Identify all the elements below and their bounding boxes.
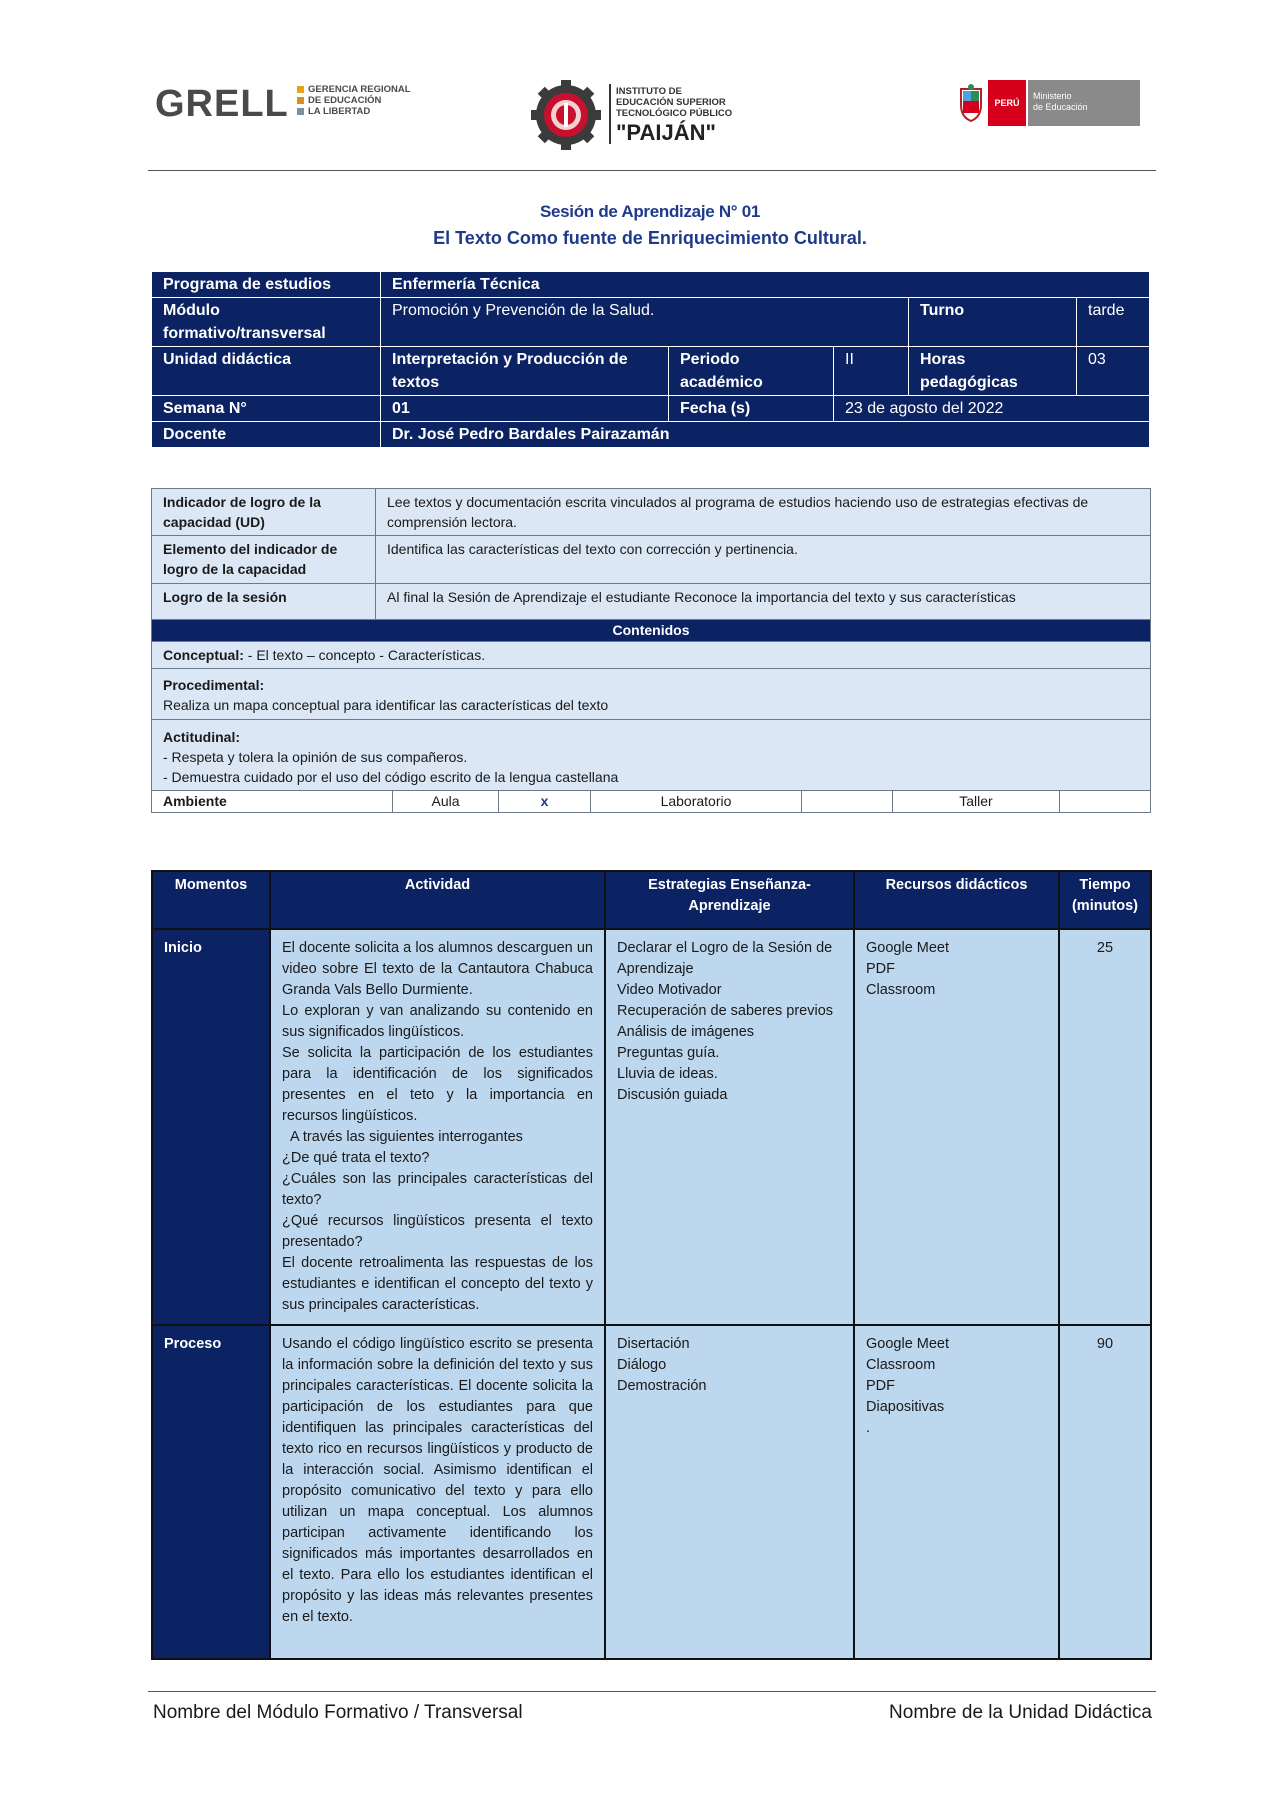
institute-logo bbox=[526, 80, 758, 150]
conceptual-row bbox=[152, 642, 1151, 669]
elemento-label: Elemento del indicador de logro de la capacidad bbox=[152, 536, 376, 584]
proceso-actividad: Usando el código lingüístico escrito se presenta la información sobre la definición del texto y sus principales características. El docente solicita la participación de los estudiantes para que identifiquen las principales características del texto rico en recursos lingüísticos y producto de la interacción social. Asimismo identifican el propósito comunicativo del texto y para ello utilizan un mapa conceptual. Los alumnos participan activamente identificando los significados más importantes desarrollados en el texto. Para ello los estudiantes identifican el propósito y las ideas más relevantes presentes en el texto. bbox=[270, 1325, 605, 1659]
inicio-actividad-line: ¿Cuáles son las principales características del texto? bbox=[282, 1171, 593, 1208]
inicio-actividad-line: El docente solicita a los alumnos descarguen un video sobre El texto de la Cantautora Chabuca Granda Vals Bello Durmiente. bbox=[282, 940, 593, 998]
grell-line-2: DE EDUCACIÓN bbox=[297, 95, 411, 106]
proceso-label: Proceso bbox=[152, 1325, 270, 1659]
actitudinal-item-1: - Respeta y tolera la opinión de sus compañeros. bbox=[163, 749, 468, 765]
fecha-label: Fecha (s) bbox=[669, 396, 834, 422]
ambiente-laboratorio-mark bbox=[802, 791, 893, 813]
inicio-actividad-line: A través las siguientes interrogantes bbox=[290, 1129, 523, 1145]
inicio-estrategia: Preguntas guía. bbox=[617, 1045, 720, 1061]
inicio-estrategia: Declarar el Logro de la Sesión de Aprendizaje bbox=[617, 940, 833, 977]
modulo-value: Promoción y Prevención de la Salud. bbox=[381, 298, 909, 347]
proceso-recurso: Diapositivas bbox=[866, 1399, 945, 1415]
ambiente-taller: Taller bbox=[893, 791, 1060, 813]
grell-subtitle bbox=[297, 84, 411, 117]
inicio-actividad-line: Se solicita la participación de los estudiantes para la identificación de los significados presentes en el teto y la importancia en recursos lingüísticos. bbox=[282, 1045, 593, 1124]
inicio-estrategia: Análisis de imágenes bbox=[617, 1024, 755, 1040]
session-title: Sesión de Aprendizaje N° 01 bbox=[539, 202, 761, 221]
header-divider bbox=[148, 170, 1156, 171]
institute-divider bbox=[609, 84, 611, 144]
inicio-recurso: PDF bbox=[866, 961, 895, 977]
proceso-recurso: PDF bbox=[866, 1378, 895, 1394]
periodo-value: II bbox=[834, 347, 909, 396]
procedimental-label: Procedimental: bbox=[163, 677, 265, 693]
procedimental-row bbox=[152, 669, 1151, 720]
institute-gear-icon bbox=[528, 80, 604, 150]
info-row-programa bbox=[152, 272, 1150, 298]
inicio-recurso: Classroom bbox=[866, 982, 936, 998]
proceso-recurso: Classroom bbox=[866, 1357, 936, 1373]
semana-value: 01 bbox=[381, 396, 669, 422]
footer-divider bbox=[148, 1691, 1156, 1692]
actitudinal-row bbox=[152, 720, 1151, 791]
indicador-value: Lee textos y documentación escrita vinculados al programa de estudios haciendo uso de estrategias efectivas de comprensión lectora. bbox=[376, 489, 1151, 536]
header-momentos: Momentos bbox=[152, 871, 270, 929]
proceso-estrategia: Demostración bbox=[617, 1378, 707, 1394]
turno-value: tarde bbox=[1077, 298, 1150, 347]
inicio-estrategia: Lluvia de ideas. bbox=[617, 1066, 718, 1082]
elemento-row bbox=[152, 536, 1151, 584]
inicio-label: Inicio bbox=[152, 929, 270, 1325]
ministry-name bbox=[1028, 80, 1140, 126]
ambiente-laboratorio: Laboratorio bbox=[591, 791, 802, 813]
institute-line-2: EDUCACIÓN SUPERIOR bbox=[616, 97, 726, 108]
ministry-line-1: Ministerio bbox=[1033, 91, 1072, 101]
ambiente-aula-mark: x bbox=[499, 791, 591, 813]
ministry-line-2: de Educación bbox=[1033, 102, 1088, 112]
proceso-tiempo: 90 bbox=[1059, 1325, 1151, 1659]
session-subtitle: El Texto Como fuente de Enriquecimiento Cultural. bbox=[433, 228, 867, 248]
info-row-docente bbox=[152, 422, 1150, 448]
inicio-recurso: Google Meet bbox=[866, 940, 950, 956]
footer-modulo: Nombre del Módulo Formativo / Transversal bbox=[153, 1702, 523, 1723]
info-row-modulo bbox=[152, 298, 1150, 347]
peru-badge: PERÚ bbox=[988, 80, 1026, 126]
inicio-row bbox=[152, 929, 1151, 1325]
programa-value: Enfermería Técnica bbox=[381, 272, 1150, 298]
momentos-table bbox=[151, 870, 1152, 1660]
inicio-estrategias bbox=[605, 929, 854, 1325]
turno-label: Turno bbox=[909, 298, 1077, 347]
institute-line-1: INSTITUTO DE bbox=[616, 86, 682, 97]
inicio-tiempo: 25 bbox=[1059, 929, 1151, 1325]
fecha-value: 23 de agosto del 2022 bbox=[834, 396, 1150, 422]
conceptual-cell bbox=[152, 642, 1151, 669]
inicio-estrategia: Discusión guiada bbox=[617, 1087, 728, 1103]
institute-title bbox=[616, 86, 732, 119]
horas-label: Horas pedagógicas bbox=[909, 347, 1077, 396]
inicio-recursos bbox=[854, 929, 1059, 1325]
proceso-recurso: . bbox=[866, 1420, 871, 1436]
indicador-row bbox=[152, 489, 1151, 536]
momentos-header-row bbox=[152, 871, 1151, 929]
logro-label: Logro de la sesión bbox=[152, 584, 376, 620]
institute-name: "PAIJÁN" bbox=[616, 120, 716, 145]
inicio-estrategia: Video Motivador bbox=[617, 982, 722, 998]
actitudinal-label: Actitudinal: bbox=[163, 729, 240, 745]
conceptual-label: Conceptual: bbox=[163, 647, 244, 663]
programa-label: Programa de estudios bbox=[152, 272, 381, 298]
footer-unidad: Nombre de la Unidad Didáctica bbox=[889, 1702, 1152, 1723]
proceso-estrategias bbox=[605, 1325, 854, 1659]
horas-value: 03 bbox=[1077, 347, 1150, 396]
contenidos-header: Contenidos bbox=[152, 620, 1151, 642]
actitudinal-cell bbox=[152, 720, 1151, 791]
grell-line-1: GERENCIA REGIONAL bbox=[297, 84, 411, 95]
logro-value: Al final la Sesión de Aprendizaje el estudiante Reconoce la importancia del texto y sus características bbox=[376, 584, 1151, 620]
grell-logo-text: GRELL bbox=[155, 83, 289, 125]
proceso-recursos bbox=[854, 1325, 1059, 1659]
inicio-actividad-line: Lo exploran y van analizando su contenido en sus significados lingüísticos. bbox=[282, 1003, 593, 1040]
minedu-logo bbox=[958, 80, 1144, 126]
inicio-actividad-line: ¿De qué trata el texto? bbox=[282, 1150, 430, 1166]
proceso-row bbox=[152, 1325, 1151, 1659]
elemento-value: Identifica las características del texto con corrección y pertinencia. bbox=[376, 536, 1151, 584]
ambiente-row bbox=[152, 791, 1151, 813]
indicador-label: Indicador de logro de la capacidad (UD) bbox=[152, 489, 376, 536]
proceso-recurso: Google Meet bbox=[866, 1336, 950, 1352]
periodo-label: Periodo académico bbox=[669, 347, 834, 396]
grell-logo bbox=[155, 82, 435, 126]
procedimental-value: Realiza un mapa conceptual para identificar las características del texto bbox=[163, 697, 609, 713]
header-actividad: Actividad bbox=[270, 871, 605, 929]
info-row-semana bbox=[152, 396, 1150, 422]
unidad-label: Unidad didáctica bbox=[152, 347, 381, 396]
conceptual-value: - El texto – concepto - Características. bbox=[243, 647, 486, 663]
header-tiempo: Tiempo (minutos) bbox=[1059, 871, 1151, 929]
inicio-actividad-line: El docente retroalimenta las respuestas de los estudiantes e identifican el concepto del texto y sus principales características. bbox=[282, 1255, 593, 1313]
institute-line-3: TECNOLÓGICO PÚBLICO bbox=[616, 108, 733, 119]
inicio-actividad-line: ¿Qué recursos lingüísticos presenta el texto presentado? bbox=[282, 1213, 593, 1250]
logro-row bbox=[152, 584, 1151, 620]
procedimental-cell bbox=[152, 669, 1151, 720]
inicio-estrategia: Recuperación de saberes previos bbox=[617, 1003, 834, 1019]
grell-line-3: LA LIBERTAD bbox=[297, 106, 411, 117]
info-row-unidad bbox=[152, 347, 1150, 396]
ambiente-aula: Aula bbox=[393, 791, 499, 813]
peru-shield-icon bbox=[958, 83, 984, 123]
semana-label: Semana N° bbox=[152, 396, 381, 422]
unidad-value: Interpretación y Producción de textos bbox=[381, 347, 669, 396]
modulo-label: Módulo formativo/transversal bbox=[152, 298, 381, 347]
header-recursos: Recursos didácticos bbox=[854, 871, 1059, 929]
ambiente-taller-mark bbox=[1060, 791, 1151, 813]
info-table bbox=[151, 271, 1150, 448]
ambiente-label: Ambiente bbox=[152, 791, 393, 813]
proceso-estrategia: Diálogo bbox=[617, 1357, 667, 1373]
actitudinal-item-2: - Demuestra cuidado por el uso del código escrito de la lengua castellana bbox=[163, 769, 619, 785]
docente-label: Docente bbox=[152, 422, 381, 448]
header-estrategias: Estrategias Enseñanza-Aprendizaje bbox=[605, 871, 854, 929]
contenidos-header-row bbox=[152, 620, 1151, 642]
docente-value: Dr. José Pedro Bardales Pairazamán bbox=[381, 422, 1150, 448]
logros-table bbox=[151, 488, 1151, 813]
inicio-actividad bbox=[270, 929, 605, 1325]
proceso-estrategia: Disertación bbox=[617, 1336, 690, 1352]
